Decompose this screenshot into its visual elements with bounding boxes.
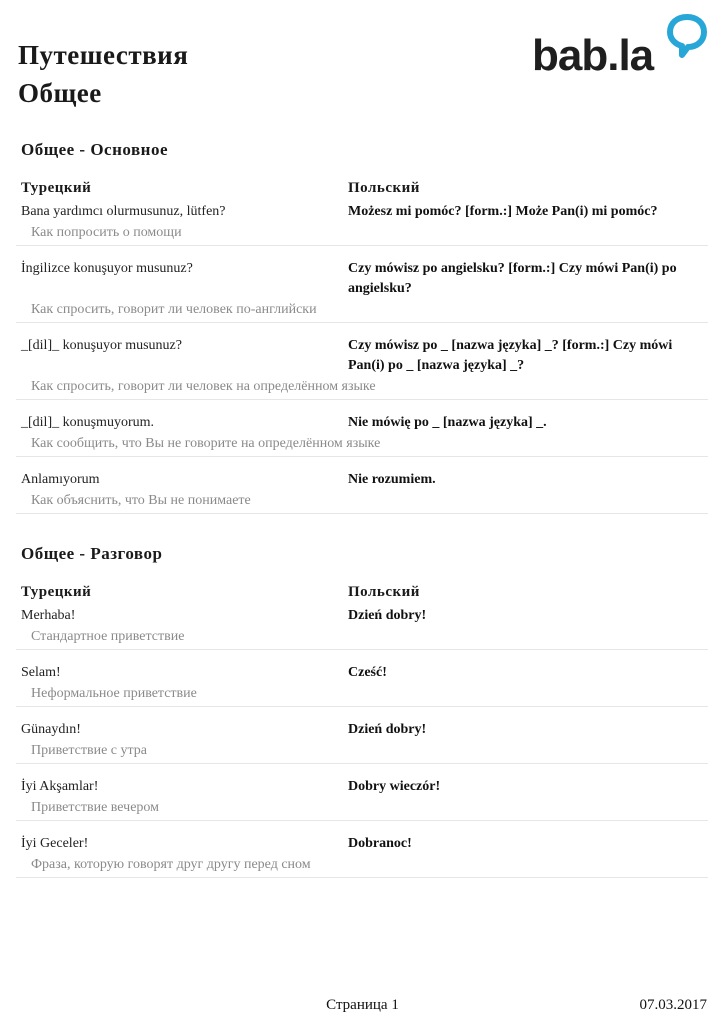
title-line-2: Общее	[18, 78, 102, 108]
phrase-turkish: Günaydın!	[21, 722, 81, 737]
phrase-note: Как сообщить, что Вы не говорите на определённом языке	[31, 436, 381, 451]
phrase-polish: Możesz mi pomóc? [form.:] Może Pan(i) mi pomóc?	[348, 204, 658, 219]
phrase-note: Приветствие с утра	[31, 743, 147, 758]
phrase-turkish: _[dil]_ konuşuyor musunuz?	[21, 338, 182, 353]
phrase-note: Как попросить о помощи	[31, 225, 182, 240]
phrase-entry	[16, 202, 708, 246]
speech-bubble-icon	[666, 14, 708, 58]
phrase-note: Как объяснить, что Вы не понимаете	[31, 493, 251, 508]
phrase-polish: Nie mówię po _ [nazwa języka] _.	[348, 415, 547, 430]
section-title: Общее - Разговор	[21, 544, 163, 563]
phrase-note: Неформальное приветствие	[31, 686, 197, 701]
phrase-entry	[16, 663, 708, 707]
phrase-turkish: Merhaba!	[21, 608, 76, 623]
phrase-polish: Dzień dobry!	[348, 608, 427, 623]
phrase-turkish: Anlamıyorum	[21, 472, 100, 487]
column-headers	[16, 178, 708, 198]
title-line-1: Путешествия	[18, 40, 189, 70]
phrase-entry	[16, 834, 708, 878]
phrase-polish: Cześć!	[348, 665, 387, 680]
phrase-note: Стандартное приветствие	[31, 629, 185, 644]
phrase-turkish: İyi Geceler!	[21, 836, 89, 851]
page-number: Страница 1	[326, 997, 399, 1013]
phrase-turkish: İyi Akşamlar!	[21, 779, 99, 794]
phrase-entry	[16, 606, 708, 650]
phrase-entry	[16, 413, 708, 457]
phrase-note: Как спросить, говорит ли человек по-английски	[31, 302, 317, 317]
phrase-polish: Czy mówisz po _ [nazwa języka] _? [form.:] Czy mówi Pan(i) po _ [nazwa języka] _?	[348, 338, 673, 373]
document-title	[18, 36, 188, 112]
column-header-polish: Польский	[348, 584, 420, 600]
column-headers	[16, 582, 708, 602]
document-date: 07.03.2017	[639, 997, 707, 1013]
column-header-turkish: Турецкий	[21, 584, 92, 600]
section-title: Общее - Основное	[21, 140, 168, 159]
phrase-turkish: Selam!	[21, 665, 61, 680]
phrase-entry	[16, 470, 708, 514]
phrase-polish: Dzień dobry!	[348, 722, 427, 737]
phrase-entry	[16, 259, 708, 323]
phrase-note: Фраза, которую говорят друг другу перед сном	[31, 857, 311, 872]
phrase-polish: Dobranoc!	[348, 836, 412, 851]
phrase-polish: Dobry wieczór!	[348, 779, 441, 794]
section-general-basic	[16, 138, 708, 514]
phrase-entry	[16, 336, 708, 400]
phrase-polish: Nie rozumiem.	[348, 472, 436, 487]
column-header-turkish: Турецкий	[21, 180, 92, 196]
phrase-note: Приветствие вечером	[31, 800, 160, 815]
column-header-polish: Польский	[348, 180, 420, 196]
phrase-turkish: Bana yardımcı olurmusunuz, lütfen?	[21, 204, 226, 219]
logo-text: bab.la	[532, 31, 654, 80]
section-general-conversation	[16, 542, 708, 878]
babla-logo	[532, 14, 712, 84]
phrase-turkish: İngilizce konuşuyor musunuz?	[21, 261, 193, 276]
phrase-turkish: _[dil]_ konuşmuyorum.	[21, 415, 154, 430]
phrase-polish: Czy mówisz po angielsku? [form.:] Czy mówi Pan(i) po angielsku?	[348, 261, 677, 296]
phrase-note: Как спросить, говорит ли человек на определённом языке	[31, 379, 376, 394]
phrase-entry	[16, 720, 708, 764]
phrase-entry	[16, 777, 708, 821]
